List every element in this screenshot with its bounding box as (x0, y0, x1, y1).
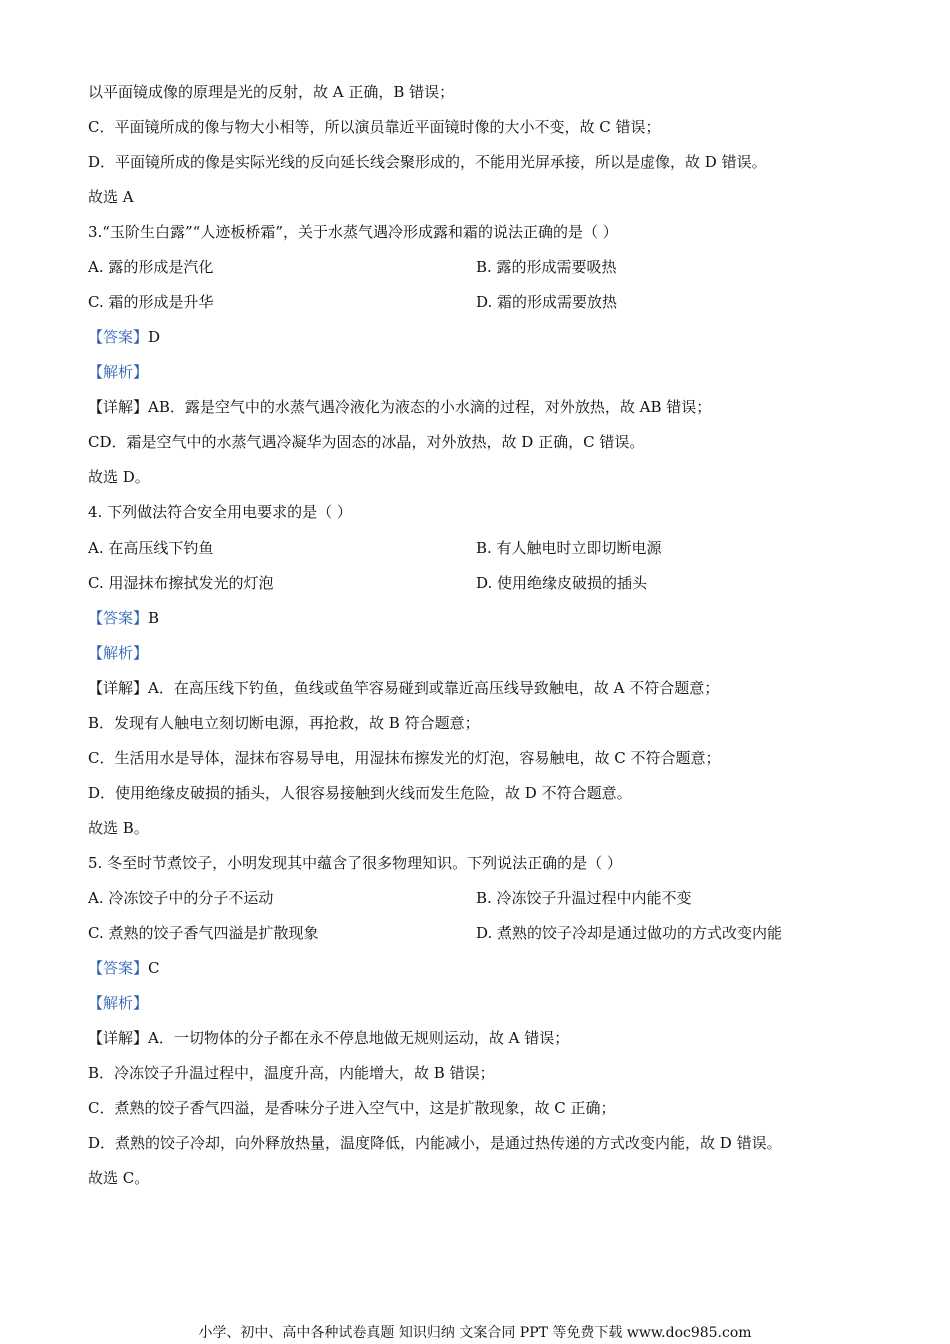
q3-option-b: B. 露的形成需要吸热 (476, 258, 617, 276)
q3-stem: 3.“玉阶生白露”“人迹板桥霜”，关于水蒸气遇冷形成露和霜的说法正确的是（ ） (88, 223, 618, 241)
detail-text: A．一切物体的分子都在永不停息地做无规则运动，故 A 错误； (148, 1029, 570, 1047)
q5-detail-1 (88, 1028, 569, 1048)
page-footer: 小学、初中、高中各种试卷真题 知识归纳 文案合同 PPT 等免费下载 www.doc985.com (198, 1325, 752, 1341)
detail-tag: 【详解】 (88, 1029, 149, 1047)
q2-line-2: C．平面镜所成的像与物大小相等，所以演员靠近平面镜时像的大小不变，故 C 错误； (88, 118, 661, 136)
detail-text: AB．露是空气中的水蒸气遇冷液化为液态的小水滴的过程，对外放热，故 AB 错误； (148, 398, 712, 416)
q5-detail-3: C．煮熟的饺子香气四溢，是香味分子进入空气中，这是扩散现象，故 C 正确； (88, 1099, 616, 1117)
q3-answer (88, 327, 160, 347)
answer-value: B (148, 609, 160, 627)
q5-conclusion: 故选 C。 (88, 1169, 150, 1187)
q5-detail-2: B．冷冻饺子升温过程中，温度升高，内能增大，故 B 错误； (88, 1064, 495, 1082)
q4-option-d: D. 使用绝缘皮破损的插头 (476, 574, 648, 592)
detail-tag: 【详解】 (88, 679, 149, 697)
q4-conclusion: 故选 B。 (88, 819, 149, 837)
q5-analysis-tag (88, 993, 148, 1013)
q4-answer (88, 608, 159, 628)
answer-tag: 【答案】 (88, 328, 149, 346)
q2-line-3: D．平面镜所成的像是实际光线的反向延长线会聚形成的，不能用光屏承接，所以是虚像，故 D 错误。 (88, 153, 767, 171)
q4-detail-1 (88, 678, 719, 698)
q3-conclusion: 故选 D。 (88, 468, 150, 486)
analysis-tag: 【解析】 (88, 363, 149, 381)
q4-detail-2: B．发现有人触电立刻切断电源，再抢救，故 B 符合题意； (88, 714, 480, 732)
answer-tag: 【答案】 (88, 609, 149, 627)
q5-answer (88, 958, 160, 978)
q3-option-c: C. 霜的形成是升华 (88, 293, 214, 311)
detail-tag: 【详解】 (88, 398, 149, 416)
q3-detail-2: CD．霜是空气中的水蒸气遇冷凝华为固态的冰晶，对外放热，故 D 正确，C 错误。 (88, 433, 645, 451)
q5-option-d: D. 煮熟的饺子冷却是通过做功的方式改变内能 (476, 924, 783, 942)
analysis-tag: 【解析】 (88, 644, 149, 662)
q4-detail-3: C．生活用水是导体，湿抹布容易导电，用湿抹布擦发光的灯泡，容易触电，故 C 不符合题意； (88, 749, 721, 767)
q3-option-a: A. 露的形成是汽化 (88, 258, 214, 276)
q4-analysis-tag (88, 643, 148, 663)
q5-option-a: A. 冷冻饺子中的分子不运动 (88, 889, 274, 907)
answer-value: D (148, 328, 161, 346)
q4-option-a: A. 在高压线下钓鱼 (88, 539, 214, 557)
q4-option-c: C. 用湿抹布擦拭发光的灯泡 (88, 574, 274, 592)
q5-stem: 5. 冬至时节煮饺子，小明发现其中蕴含了很多物理知识。下列说法正确的是（ ） (88, 854, 622, 872)
q5-option-b: B. 冷冻饺子升温过程中内能不变 (476, 889, 692, 907)
detail-text: A．在高压线下钓鱼，鱼线或鱼竿容易碰到或靠近高压线导致触电，故 A 不符合题意； (148, 679, 720, 697)
q4-stem: 4. 下列做法符合安全用电要求的是（ ） (88, 503, 352, 521)
q4-option-b: B. 有人触电时立即切断电源 (476, 539, 662, 557)
q5-detail-4: D．煮熟的饺子冷却，向外释放热量，温度降低，内能减小，是通过热传递的方式改变内能，故 D 错误。 (88, 1134, 782, 1152)
q2-conclusion: 故选 A (88, 188, 134, 206)
q3-analysis-tag (88, 362, 148, 382)
answer-tag: 【答案】 (88, 959, 149, 977)
q3-option-d: D. 霜的形成需要放热 (476, 293, 618, 311)
q4-detail-4: D．使用绝缘皮破损的插头，人很容易接触到火线而发生危险，故 D 不符合题意。 (88, 784, 632, 802)
answer-value: C (148, 959, 160, 977)
q3-detail-1 (88, 397, 711, 417)
q2-line-1: 以平面镜成像的原理是光的反射，故 A 正确，B 错误； (88, 83, 455, 101)
q5-option-c: C. 煮熟的饺子香气四溢是扩散现象 (88, 924, 319, 942)
analysis-tag: 【解析】 (88, 994, 149, 1012)
